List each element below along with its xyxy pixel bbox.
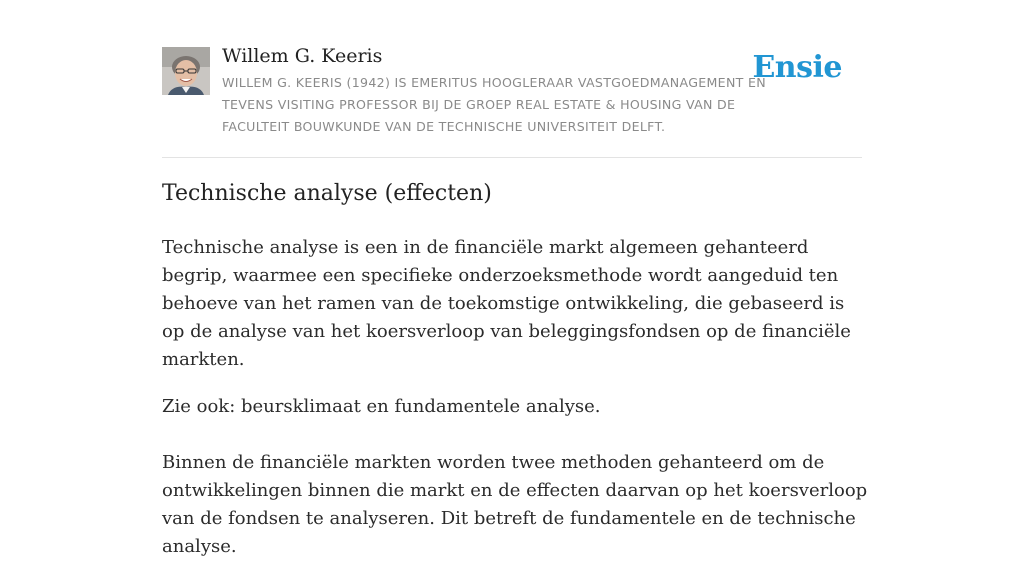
- paragraph-methods: Binnen de financiële markten worden twee methoden gehanteerd om de ontwikkelingen binnen die markt en de effecten daarvan op het koersverloop van de fondsen te analyseren. Dit betreft de fundamentele en de technische analyse.: [162, 452, 868, 557]
- brand-logo[interactable]: Ensie: [752, 50, 842, 85]
- author-name[interactable]: Willem G. Keeris: [222, 45, 383, 67]
- author-photo-icon: [162, 47, 210, 95]
- author-bio: WILLEM G. KEERIS (1942) IS EMERITUS HOOGLERAAR VASTGOEDMANAGEMENT EN TEVENS VISITING PROFESSOR BIJ DE GROEP REAL ESTATE & HOUSING VAN DE FACULTEIT BOUWKUNDE VAN DE TECHNISCHE UNIVERSITEIT DELFT.: [222, 75, 766, 134]
- paragraph-definition: Technische analyse is een in de financiële markt algemeen gehanteerd begrip, waarmee een specifieke onderzoeksmethode wordt aangeduid ten behoeve van het ramen van de toekomstige ontwikkeling, die gebaseerd is op de analyse van het koersverloop van beleggingsfondsen op de financiële markten.: [162, 237, 851, 370]
- article-page: [162, 0, 868, 557]
- entry-title: Technische analyse (effecten): [162, 181, 492, 206]
- author-avatar[interactable]: [162, 47, 210, 95]
- paragraph-see-also: Zie ook: beursklimaat en fundamentele analyse.: [162, 396, 601, 417]
- author-header: [162, 0, 862, 158]
- entry-body: [162, 234, 872, 561]
